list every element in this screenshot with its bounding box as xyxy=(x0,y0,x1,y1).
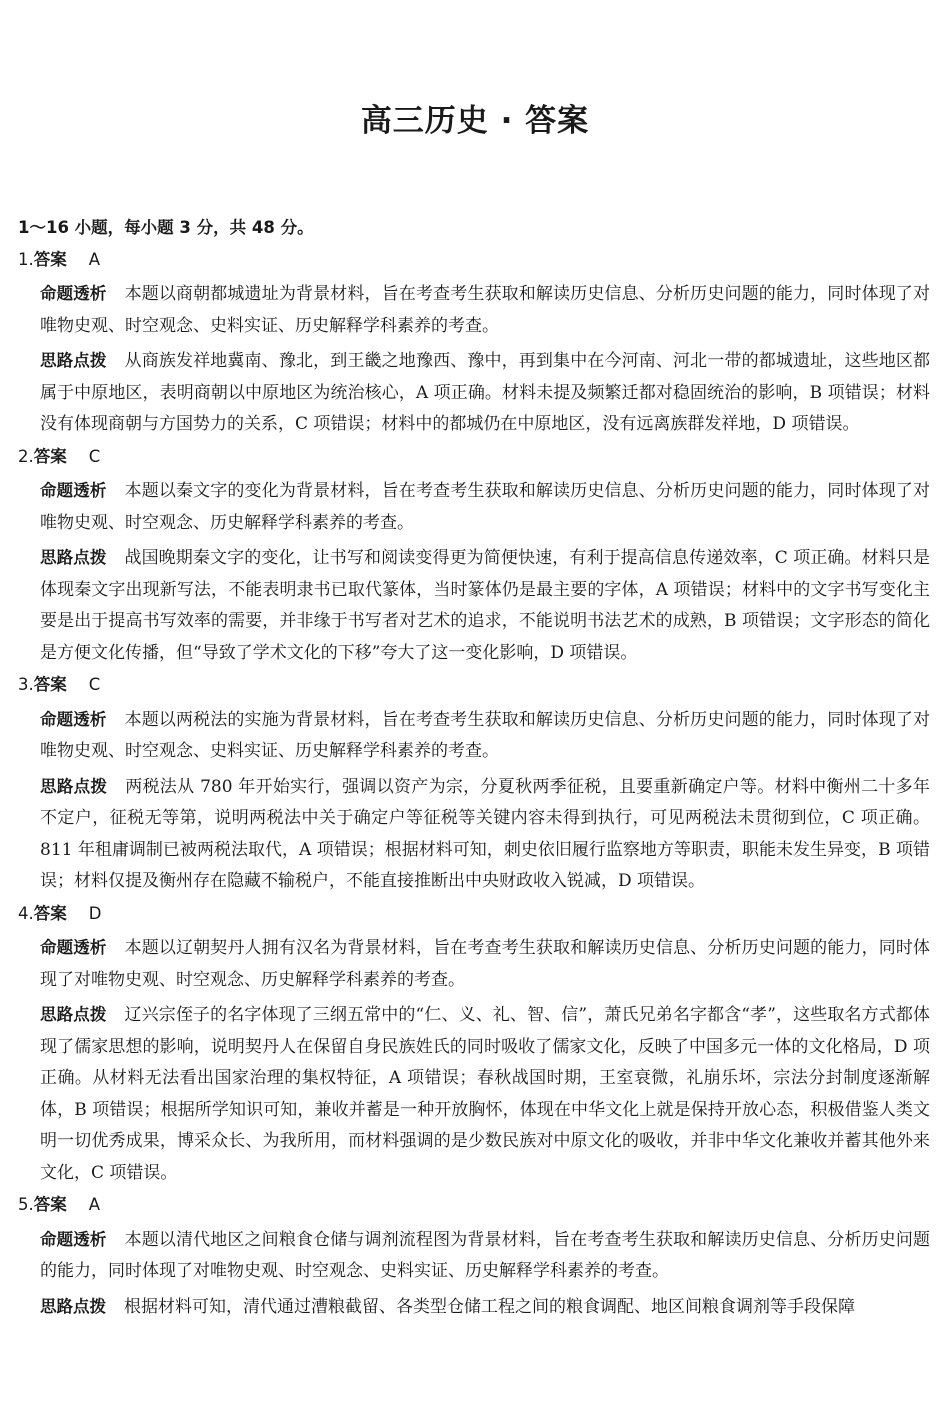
question-header xyxy=(18,669,930,701)
reasoning-label: 思路点拨 xyxy=(40,1296,106,1316)
analysis-text: 本题以商朝都城遗址为背景材料，旨在考查考生获取和解读历史信息、分析历史问题的能力，同时体现了对唯物史观、时空观念、史料实证、历史解释学科素养的考查。 xyxy=(40,284,931,336)
question-item xyxy=(18,669,930,898)
reasoning-paragraph xyxy=(40,542,930,669)
question-header xyxy=(18,244,930,276)
page-title: 高三历史 · 答案 xyxy=(360,103,590,139)
reasoning-paragraph xyxy=(40,771,930,898)
analysis-paragraph xyxy=(40,475,930,539)
reasoning-text: 根据材料可知，清代通过漕粮截留、各类型仓储工程之间的粮食调配、地区间粮食调剂等手段保障 xyxy=(124,1296,855,1317)
reasoning-label: 思路点拨 xyxy=(40,351,107,370)
answer-value: A xyxy=(88,249,101,269)
analysis-label: 命题透析 xyxy=(40,284,107,303)
question-item xyxy=(18,1189,930,1323)
analysis-label: 命题透析 xyxy=(40,1229,107,1249)
reasoning-text: 从商族发祥地冀南、豫北，到王畿之地豫西、豫中，再到集中在今河南、河北一带的都城遗址，这些地区都属于中原地区，表明商朝以中原地区为统治核心，A 项正确。材料未提及频繁迁都对稳固统治的影响，B 项错误；材料没有体现商朝与方国势力的关系，C 项错误；材料中的都城仍在中原地区，没有远离族群发祥地，D 项错误。 xyxy=(40,351,931,434)
question-list xyxy=(18,244,930,1324)
analysis-paragraph xyxy=(40,932,930,996)
analysis-text: 本题以两税法的实施为背景材料，旨在考查考生获取和解读历史信息、分析历史问题的能力，同时体现了对唯物史观、时空观念、史料实证、历史解释学科素养的考查。 xyxy=(40,709,931,761)
question-number: 2. xyxy=(18,446,34,466)
reasoning-text: 辽兴宗侄子的名字体现了三纲五常中的“仁、义、礼、智、信”，萧氏兄弟名字都含“孝”，这些取名方式都体现了儒家思想的影响，说明契丹人在保留自身民族姓氏的同时吸收了儒家文化，反映了中国多元一体的文化格局，D 项正确。从材料无法看出国家治理的集权特征，A 项错误；春秋战国时期，王室衰微，礼崩乐坏，宗法分封制度逐渐解体，B 项错误；根据所学知识可知，兼收并蓄是一种开放胸怀，体现在中华文化上就是保持开放心态，积极借鉴人类文明一切优秀成果，博采众长、为我所用，而材料强调的是少数民族对中原文化的吸收，并非中华文化兼收并蓄其他外来文化，C 项错误。 xyxy=(40,1005,931,1183)
question-number: 3. xyxy=(18,675,34,694)
answer-label: 答案 xyxy=(33,903,67,923)
analysis-label: 命题透析 xyxy=(40,709,107,729)
analysis-paragraph xyxy=(40,704,930,768)
answer-label: 答案 xyxy=(33,446,67,466)
analysis-label: 命题透析 xyxy=(40,938,107,957)
reasoning-label: 思路点拨 xyxy=(40,776,108,796)
reasoning-text: 战国晚期秦文字的变化，让书写和阅读变得更为简便快速，有利于提高信息传递效率，C 项正确。材料只是体现秦文字出现新写法，不能表明隶书已取代篆体，当时篆体仍是最主要的字体，A 项错误；材料中的文字书写变化主要是出于提高书写效率的需要，并非缘于书写者对艺术的追求，不能说明书法艺术的成熟，B 项错误；文字形态的简化是方便文化传播，但“导致了学术文化的下移”夸大了这一变化影响，D 项错误。 xyxy=(40,548,930,663)
answer-content xyxy=(18,212,930,1323)
question-number: 1. xyxy=(18,249,34,269)
question-item xyxy=(18,441,930,670)
analysis-paragraph xyxy=(40,1224,930,1288)
section-intro: 1～16 小题，每小题 3 分，共 48 分。 xyxy=(18,218,314,237)
question-number: 5. xyxy=(18,1195,34,1214)
answer-label: 答案 xyxy=(33,675,67,694)
question-header xyxy=(18,441,930,473)
question-number: 4. xyxy=(18,903,34,923)
answer-value: A xyxy=(88,1195,101,1214)
analysis-label: 命题透析 xyxy=(40,481,107,500)
reasoning-label: 思路点拨 xyxy=(40,1005,107,1024)
reasoning-paragraph xyxy=(40,1291,930,1324)
analysis-paragraph xyxy=(40,278,930,342)
answer-value: D xyxy=(88,903,102,923)
question-header xyxy=(18,1189,930,1221)
question-item xyxy=(18,244,930,441)
analysis-text: 本题以秦文字的变化为背景材料，旨在考查考生获取和解读历史信息、分析历史问题的能力，同时体现了对唯物史观、时空观念、历史解释学科素养的考查。 xyxy=(40,481,931,533)
answer-label: 答案 xyxy=(33,249,67,269)
question-item xyxy=(18,898,930,1190)
answer-value: C xyxy=(88,675,101,694)
reasoning-text: 两税法从 780 年开始实行，强调以资产为宗，分夏秋两季征税，且要重新确定户等。材料中衡州二十多年不定户，征税无等第，说明两税法中关于确定户等征税等关键内容未得到执行，可见两税法未贯彻到位，C 项正确。811 年租庸调制已被两税法取代，A 项错误；根据材料可知，刺史依旧履行监察地方等职责，职能未发生异变，B 项错误；材料仅提及衡州存在隐藏不输税户，不能直接推断出中央财政收入锐减，D 项错误。 xyxy=(40,776,930,891)
reasoning-paragraph xyxy=(40,345,930,441)
analysis-text: 本题以辽朝契丹人拥有汉名为背景材料，旨在考查考生获取和解读历史信息、分析历史问题的能力，同时体现了对唯物史观、时空观念、历史解释学科素养的考查。 xyxy=(40,938,931,990)
answer-value: C xyxy=(88,446,101,466)
reasoning-label: 思路点拨 xyxy=(40,548,107,567)
analysis-text: 本题以清代地区之间粮食仓储与调剂流程图为背景材料，旨在考查考生获取和解读历史信息、分析历史问题的能力，同时体现了对唯物史观、时空观念、史料实证、历史解释学科素养的考查。 xyxy=(40,1229,931,1281)
reasoning-paragraph xyxy=(40,999,930,1189)
answer-label: 答案 xyxy=(33,1195,67,1214)
question-header xyxy=(18,898,930,930)
